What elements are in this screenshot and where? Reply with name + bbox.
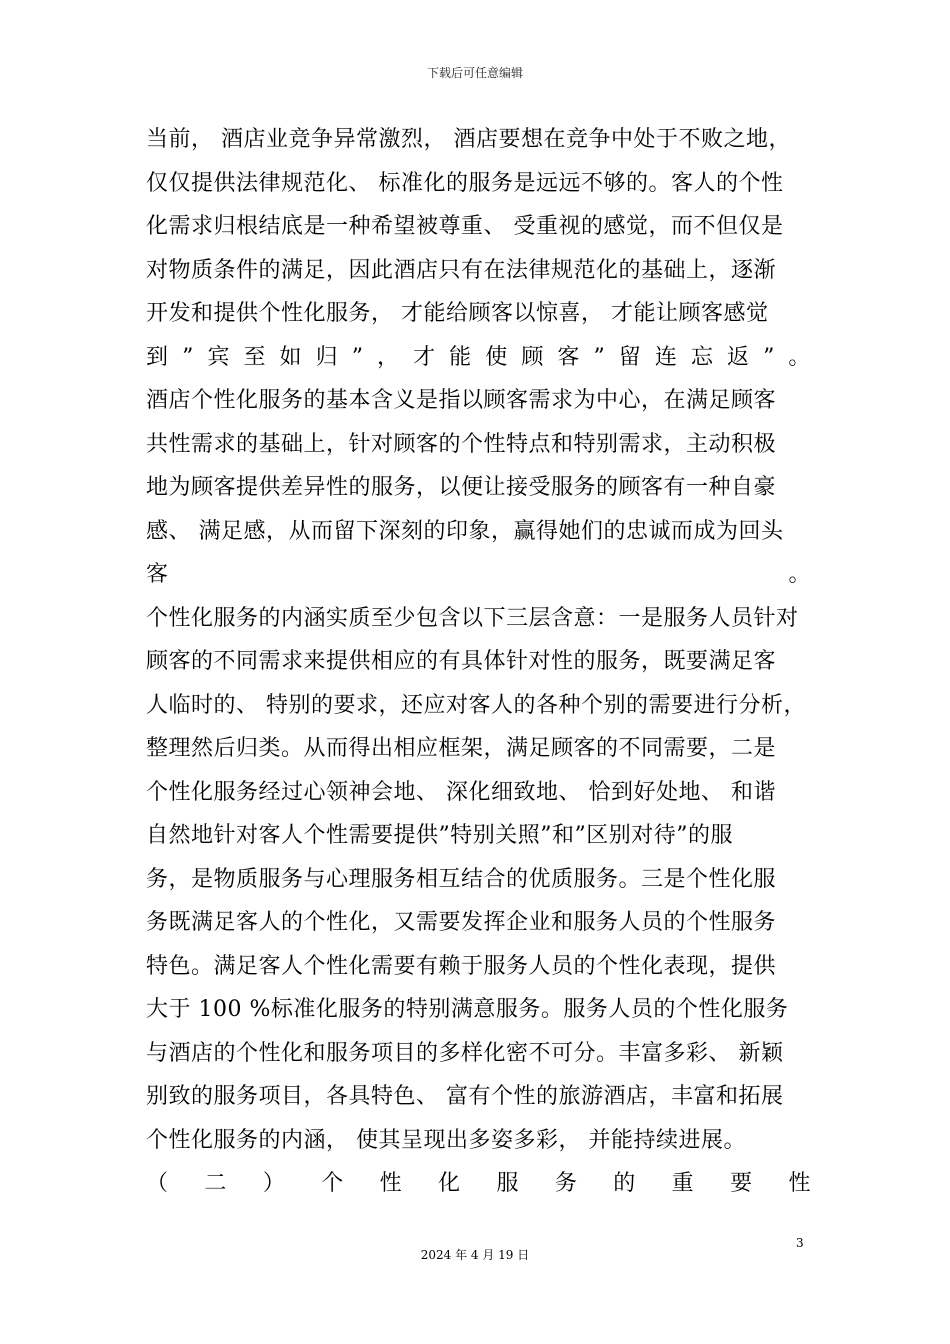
char: 忘	[690, 344, 714, 370]
text-line: 开发和提供个性化服务， 才能给顾客以惊喜， 才能让顾客感觉	[146, 301, 769, 326]
char: 使	[485, 344, 508, 370]
char: 化	[438, 1171, 461, 1196]
char: ”	[182, 344, 194, 370]
text-line: 人临时的、 特别的要求，还应对客人的各种个别的需要进行分析，	[146, 692, 806, 718]
text-line: 对物质条件的满足，因此酒店只有在法律规范化的基础上，逐渐	[146, 257, 777, 283]
text-line: 酒店个性化服务的基本含义是指以顾客需求为中心，在满足顾客	[146, 388, 777, 413]
char: ，	[377, 344, 400, 370]
char: 至	[243, 344, 266, 370]
text-line: 地为顾客提供差异性的服务，以便让接受服务的顾客有一种自豪	[146, 475, 777, 500]
text-line: 大于 100 %标准化服务的特别满意服务。服务人员的个性化服务	[146, 997, 789, 1022]
char: 客	[557, 344, 580, 370]
char: 重	[671, 1171, 695, 1196]
text-line: 个性化服务的内涵， 使其呈现出多姿多彩， 并能持续进展。	[146, 1127, 746, 1153]
char: 才	[413, 344, 436, 370]
justified-line	[146, 336, 811, 380]
page-header: 下载后可任意编辑	[426, 66, 523, 80]
char: ”	[593, 344, 606, 370]
text-line: 感、 满足感，从而留下深刻的印象，赢得她们的忠诚而成为回头	[146, 518, 784, 544]
char: 。	[788, 344, 811, 370]
char: 能	[449, 344, 472, 370]
text-line: 整理然后归类。从而得出相应框架，满足顾客的不同需要，二是	[146, 736, 777, 761]
char: 性	[788, 1171, 811, 1196]
char: 返	[727, 344, 750, 370]
char: ”	[351, 344, 364, 370]
char: 到	[146, 344, 169, 370]
page-footer-date: 2024 年 4 月 19 日	[420, 1248, 530, 1262]
tail-line	[146, 553, 811, 597]
text-line: 仅仅提供法律规范化、 标准化的服务是远远不够的。客人的个性	[146, 170, 784, 196]
text-line: 务，是物质服务与心理服务相互结合的优质服务。三是个性化服	[146, 866, 777, 892]
tail-right: 。	[788, 562, 811, 587]
text-line: 当前， 酒店业竞争异常激烈， 酒店要想在竞争中处于不败之地，	[146, 127, 791, 152]
text-line: 个性化服务的内涵实质至少包含以下三层含意：一是服务人员针对	[146, 605, 799, 631]
char: 宾	[207, 344, 230, 370]
text-line: 自然地针对客人个性需要提供”特别关照”和”区别对待”的服	[146, 823, 733, 848]
char: 服	[496, 1171, 519, 1196]
char: 个	[321, 1171, 344, 1196]
text-line: 个性化服务经过心领神会地、 深化细致地、 恰到好处地、 和谐	[146, 779, 776, 805]
text-line: 化需求归根结底是一种希望被尊重、 受重视的感觉，而不但仅是	[146, 214, 784, 239]
char: 的	[613, 1171, 636, 1196]
char: （	[146, 1171, 169, 1196]
char: 连	[654, 344, 678, 370]
section-heading	[146, 1162, 811, 1206]
char: 要	[730, 1171, 753, 1196]
text-line: 务既满足客人的个性化，又需要发挥企业和服务人员的个性服务	[146, 910, 777, 935]
document-body	[146, 118, 811, 1206]
char: ”	[763, 344, 775, 370]
text-line: 共性需求的基础上，针对顾客的个性特点和特别需求，主动积极	[146, 431, 777, 457]
page-number: 3	[796, 1236, 804, 1250]
char: 顾	[521, 344, 544, 370]
text-line: 别致的服务项目，各具特色、 富有个性的旅游酒店，丰富和拓展	[146, 1084, 784, 1109]
char: 归	[315, 344, 339, 370]
text-line: 特色。满足客人个性化需要有赖于服务人员的个性化表现，提供	[146, 953, 777, 979]
char: 留	[618, 344, 642, 370]
char: 如	[279, 344, 303, 370]
char: 二	[204, 1171, 227, 1196]
char: 务	[554, 1171, 578, 1196]
text-line: 与酒店的个性化和服务项目的多样化密不可分。丰富多彩、 新颖	[146, 1040, 784, 1066]
tail-left: 客	[146, 562, 169, 587]
char: ）	[262, 1171, 286, 1196]
text-line: 顾客的不同需求来提供相应的有具体针对性的服务，既要满足客	[146, 649, 777, 674]
char: 性	[379, 1171, 403, 1196]
